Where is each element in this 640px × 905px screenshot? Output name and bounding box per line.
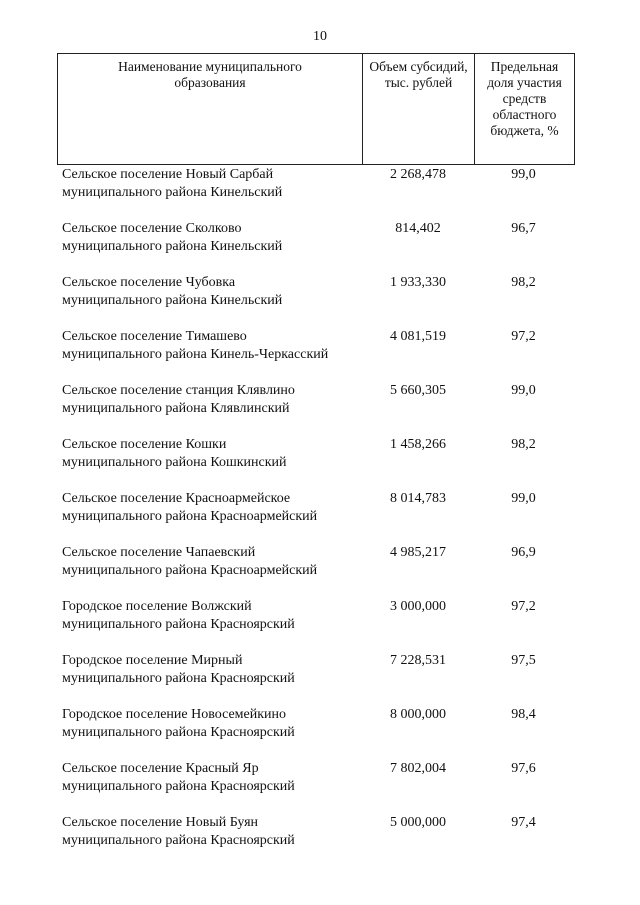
budget-share: 97,2 (511, 599, 536, 614)
municipality-line-1: Сельское поселение Красноармейское (62, 491, 291, 506)
subsidy-volume: 4 081,519 (390, 329, 446, 344)
municipality-line-2: муниципального района Кинельский (62, 185, 283, 200)
municipality-line-1: Сельское поселение Красный Яр (62, 761, 259, 776)
municipality-name (62, 220, 392, 256)
subsidy-volume: 4 985,217 (390, 545, 446, 560)
budget-share: 96,9 (511, 545, 536, 560)
municipality-line-2: муниципального района Красноармейский (62, 509, 318, 524)
municipality-line-2: муниципального района Красноярский (62, 779, 295, 794)
subsidy-volume: 814,402 (395, 221, 441, 236)
table-row (0, 598, 640, 652)
municipality-line-1: Сельское поселение Сколково (62, 221, 242, 236)
header-name-label: Наименование муниципального образования (118, 59, 302, 90)
header-share-column (475, 54, 574, 164)
table-header (57, 53, 575, 165)
subsidy-volume: 7 802,004 (390, 761, 446, 776)
budget-share: 97,6 (511, 761, 536, 776)
table-row (0, 814, 640, 868)
municipality-name (62, 652, 392, 688)
municipality-line-2: муниципального района Кинельский (62, 239, 283, 254)
municipality-name (62, 544, 392, 580)
budget-share: 97,4 (511, 815, 536, 830)
table-row (0, 706, 640, 760)
table-row (0, 760, 640, 814)
municipality-line-1: Сельское поселение Чубовка (62, 275, 236, 290)
table-row (0, 328, 640, 382)
header-share-label: Предельная доля участия средств областного бюджета, % (487, 59, 562, 138)
table-row (0, 274, 640, 328)
budget-share: 97,5 (511, 653, 536, 668)
municipality-line-1: Сельское поселение Тимашево (62, 329, 247, 344)
subsidy-volume: 1 933,330 (390, 275, 446, 290)
subsidy-volume: 8 014,783 (390, 491, 446, 506)
municipality-line-2: муниципального района Красноярский (62, 671, 295, 686)
municipality-line-1: Городское поселение Мирный (62, 653, 243, 668)
budget-share: 99,0 (511, 383, 536, 398)
header-volume-column (363, 54, 475, 164)
municipality-name (62, 706, 392, 742)
subsidy-volume: 8 000,000 (390, 707, 446, 722)
municipality-name (62, 814, 392, 850)
municipality-line-1: Сельское поселение Новый Буян (62, 815, 259, 830)
municipality-name (62, 436, 392, 472)
municipality-name (62, 760, 392, 796)
municipality-name (62, 166, 392, 202)
budget-share: 97,2 (511, 329, 536, 344)
budget-share: 99,0 (511, 491, 536, 506)
subsidy-volume: 1 458,266 (390, 437, 446, 452)
table-row (0, 544, 640, 598)
municipality-name (62, 598, 392, 634)
municipality-name (62, 382, 392, 418)
municipality-line-2: муниципального района Кошкинский (62, 455, 287, 470)
municipality-line-2: муниципального района Клявлинский (62, 401, 290, 416)
subsidy-volume: 2 268,478 (390, 167, 446, 182)
table-row (0, 220, 640, 274)
municipality-line-2: муниципального района Кинель-Черкасский (62, 347, 329, 362)
municipality-name (62, 274, 392, 310)
budget-share: 99,0 (511, 167, 536, 182)
subsidy-volume: 3 000,000 (390, 599, 446, 614)
table-row (0, 652, 640, 706)
municipality-line-1: Городское поселение Новосемейкино (62, 707, 287, 722)
municipality-line-2: муниципального района Кинельский (62, 293, 283, 308)
page-number: 10 (313, 29, 327, 44)
subsidy-volume: 7 228,531 (390, 653, 446, 668)
table-row (0, 382, 640, 436)
municipality-name (62, 490, 392, 526)
municipality-line-2: муниципального района Красноярский (62, 725, 295, 740)
subsidy-volume: 5 660,305 (390, 383, 446, 398)
municipality-line-2: муниципального района Красноармейский (62, 563, 318, 578)
municipality-line-1: Сельское поселение Кошки (62, 437, 227, 452)
table-row (0, 490, 640, 544)
budget-share: 96,7 (511, 221, 536, 236)
budget-share: 98,4 (511, 707, 536, 722)
municipality-name (62, 328, 392, 364)
budget-share: 98,2 (511, 437, 536, 452)
municipality-line-1: Сельское поселение Новый Сарбай (62, 167, 274, 182)
municipality-line-1: Городское поселение Волжский (62, 599, 252, 614)
municipality-line-2: муниципального района Красноярский (62, 617, 295, 632)
subsidy-volume: 5 000,000 (390, 815, 446, 830)
budget-share: 98,2 (511, 275, 536, 290)
table-row (0, 166, 640, 220)
municipality-line-2: муниципального района Красноярский (62, 833, 295, 848)
municipality-line-1: Сельское поселение станция Клявлино (62, 383, 295, 398)
header-name-column (58, 54, 363, 164)
table-body (0, 166, 640, 868)
municipality-line-1: Сельское поселение Чапаевский (62, 545, 256, 560)
table-row (0, 436, 640, 490)
header-volume-label: Объем субсидий, тыс. рублей (369, 59, 468, 90)
